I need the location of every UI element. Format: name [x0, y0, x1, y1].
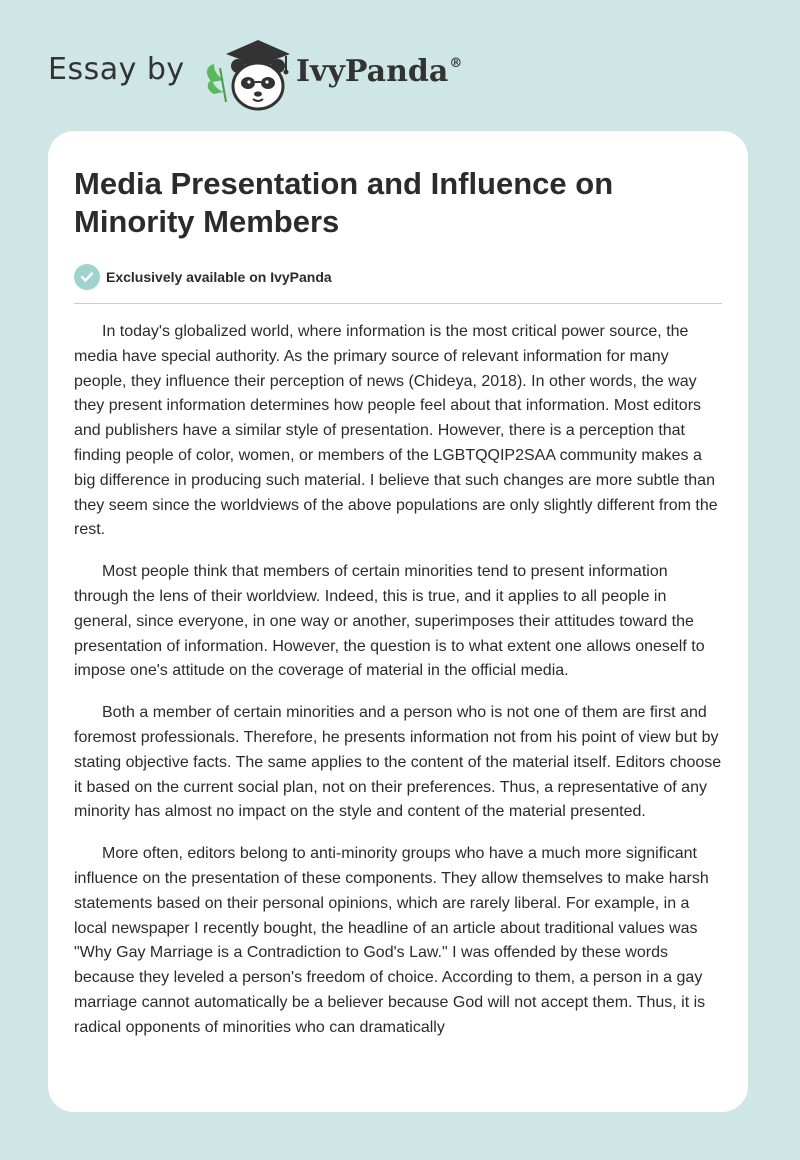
- title-divider: [74, 303, 722, 304]
- paragraph: More often, editors belong to anti-minority groups who have a much more significant influence on the presentation of these components. They allow themselves to make harsh statements based on their personal opinions, which are rarely liberal. For example, in a local newspaper I recently bought, the headline of an article about traditional values was "Why Gay Marriage is a Contradiction to God's Law." I was offended by these words because they leveled a person's freedom of choice. According to them, a person in a gay marriage cannot automatically be a believer because God will not accept them. Thus, it is radical opponents of minorities who can dramatically: [74, 845, 709, 1036]
- essay-by-label: Essay by: [48, 52, 185, 87]
- exclusive-badge: [74, 264, 332, 290]
- registered-mark: ®: [449, 56, 463, 71]
- essay-body: [74, 320, 724, 1058]
- page-title: Media Presentation and Influence on Minority Members: [74, 166, 614, 239]
- ivypanda-wordmark[interactable]: IvyPanda®: [296, 54, 463, 89]
- exclusive-badge-text: Exclusively available on IvyPanda: [106, 269, 332, 285]
- check-icon: [74, 264, 100, 290]
- panda-logo-icon[interactable]: [200, 36, 296, 116]
- site-header: [48, 30, 648, 110]
- paragraph: Most people think that members of certain minorities tend to present information through the lens of their worldview. Indeed, this is true, and it applies to all people in general, since everyone, in one way or another, superimposes their attitudes toward the presentation of information. However, the question is to what extent one allows oneself to impose one's attitude on the coverage of material in the official media.: [74, 563, 705, 680]
- essay-card: [48, 131, 748, 1112]
- paragraph: Both a member of certain minorities and a person who is not one of them are first and foremost professionals. Therefore, he presents information not from his point of view but by stating objective facts. The same applies to the content of the material itself. Editors choose it based on the current social plan, not on their preferences. Thus, a representative of any minority has almost no impact on the style and content of the material presented.: [74, 704, 722, 821]
- paragraph: In today's globalized world, where information is the most critical power source, the media have special authority. As the primary source of relevant information for many people, they influence their perception of news (Chideya, 2018). In other words, the way they present information determines how people feel about that information. Most editors and publishers have a similar style of presentation. However, there is a perception that finding people of color, women, or members of the LGBTQQIP2SAA community makes a big difference in producing such material. I believe that such changes are more subtle than they seem since the worldviews of the above populations are only slightly different from the rest.: [74, 323, 718, 539]
